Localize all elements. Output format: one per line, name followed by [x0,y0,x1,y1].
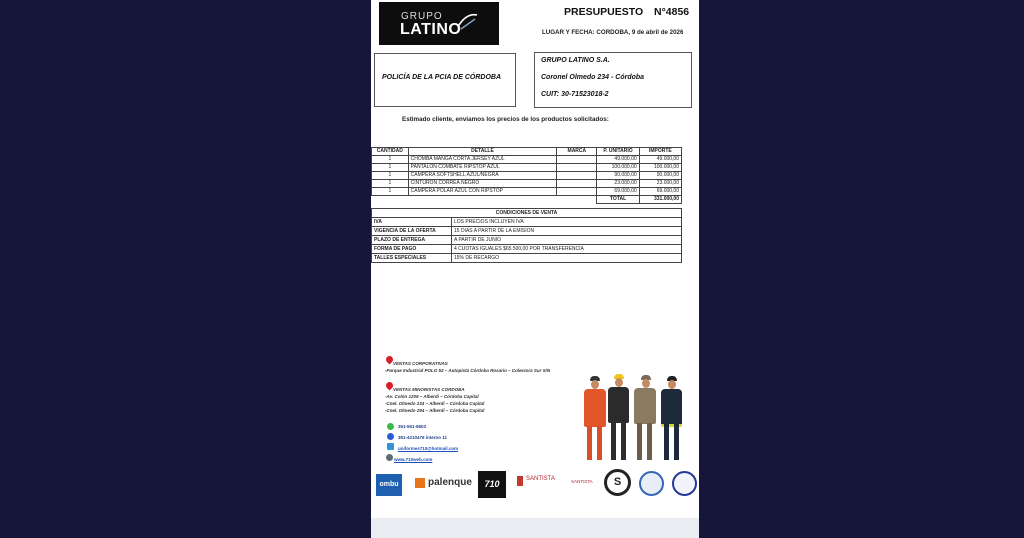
retail-sales-title: VENTAS MINORISTAS CORDOBA [393,387,465,392]
condition-key: IVA [372,218,452,227]
row-detail: CHOMBA MANGA CORTA JERSEY AZUL [408,156,557,164]
row-qty: 1 [372,172,409,180]
globe-icon [386,454,393,461]
document-bottom-edge [371,518,699,538]
table-row [372,245,682,254]
document-number: N°4856 [654,6,690,18]
row-unit-price: 100.000,00 [597,164,639,172]
shield-badge-logo [672,471,697,496]
row-brand [557,188,597,196]
condition-value: LOS PRECIOS INCLUYEN IVA [452,218,682,227]
table-row [372,218,682,227]
row-amount: 23.000,00 [639,180,681,188]
row-detail: CINTURON CORREA NEGRO [408,180,557,188]
row-amount: 100.000,00 [639,164,681,172]
santista-crest-logo: SANTISTA [571,479,593,484]
logo-line-1: GRUPO [401,11,443,22]
conditions-title: CONDICIONES DE VENTA [372,209,682,218]
retail-address: -Av. Colón 1209 – Alberdi – Córdoba Capital [385,394,479,399]
row-qty: 1 [372,188,409,196]
condition-key: TALLES ESPECIALES [372,254,452,263]
palenque-logo: palenque [415,474,471,494]
row-detail: CAMPERA SOFTSHELL AZUL/NEGRA [408,172,557,180]
intro-text: Estimado cliente, enviamos los precios de los productos solicitados: [402,116,609,123]
row-brand [557,172,597,180]
retail-address: -Cnel. Olmedo 294 – Alberdi – Córdoba Capital [385,408,485,413]
condition-value: 15% DE RECARGO [452,254,682,263]
condition-value: A PARTIR DE JUNIO [452,236,682,245]
table-row [372,156,682,164]
row-unit-price: 23.000,00 [597,180,639,188]
company-box [534,52,692,108]
company-name: GRUPO LATINO S.A. [541,57,610,64]
email-link[interactable]: uniformes710@hotmail.com [398,446,459,451]
condition-key: FORMA DE PAGO [372,245,452,254]
condition-value: 4 CUOTAS IGUALES $65.500,00 POR TRANSFERENCIA [452,245,682,254]
palenque-mark-icon [415,478,425,488]
corporate-sales-title: VENTAS CORPORATIVAS [393,361,448,366]
logo-line-2: LATINO [400,21,462,38]
row-brand [557,180,597,188]
row-amount: 90.000,00 [639,172,681,180]
table-row [372,236,682,245]
table-row [372,254,682,263]
710-logo: 710 [478,471,506,498]
ombu-logo: ombu [376,474,402,496]
company-cuit: CUIT: 30-71523018-2 [541,91,609,98]
client-name: POLICÍA DE LA PCIA DE CÓRDOBA [382,74,502,81]
row-qty: 1 [372,156,409,164]
condition-key: PLAZO DE ENTREGA [372,236,452,245]
row-qty: 1 [372,164,409,172]
santista-mark-icon [517,476,523,486]
header-quantity: CANTIDAD [372,148,409,156]
table-row [372,172,682,180]
row-detail: CAMPERA POLAR AZUL CON RIPSTOP [408,188,557,196]
table-row [372,180,682,188]
document-title: PRESUPUESTO [564,6,644,18]
condition-key: VIGENCIA DE LA OFERTA [372,227,452,236]
row-unit-price: 49.000,00 [597,156,639,164]
table-row [372,227,682,236]
table-row [372,188,682,196]
email-icon [387,443,394,450]
website-link[interactable]: www.710web.com [394,457,433,462]
header-detail: DETALLE [408,148,557,156]
row-amount: 69.000,00 [639,188,681,196]
condition-value: 15 DIAS A PARTIR DE LA EMISION [452,227,682,236]
circle-badge-logo [639,471,664,496]
whatsapp-icon [387,423,394,430]
budget-document [371,0,699,518]
logo-swoosh-icon [457,11,479,33]
items-table [371,147,682,204]
row-unit-price: 90.000,00 [597,172,639,180]
row-qty: 1 [372,180,409,188]
header-amount: IMPORTE [639,148,681,156]
row-brand [557,156,597,164]
row-unit-price: 69.000,00 [597,188,639,196]
total-row [372,196,682,204]
grupo-latino-logo [379,2,499,45]
row-detail: PANTALON COMBATE RIPSTOP AZUL [408,164,557,172]
total-label: TOTAL [597,196,639,204]
place-date: LUGAR Y FECHA: CORDOBA, 9 de abril de 2026 [542,29,684,36]
row-amount: 49.000,00 [639,156,681,164]
header-unit-price: P. UNITARIO [597,148,639,156]
whatsapp-number: 351-551-5603 [398,424,427,429]
table-row [372,164,682,172]
phone-icon [387,433,394,440]
retail-address: -Cnel. Olmedo 234 – Alberdi – Córdoba Capital [385,401,485,406]
santista-logo: SANTISTA [517,475,563,491]
corporate-sales-address: -Parque Industrial POLO 52 – Autopista Córdoba Rosario – Colectora Sur S/N [385,368,551,373]
row-brand [557,164,597,172]
client-box [374,53,516,107]
items-header-row [372,148,682,156]
header-brand: MARCA [557,148,597,156]
company-address: Coronel Olmedo 234 - Córdoba [541,74,645,81]
conditions-table [371,208,682,263]
phone-number: 351-4210476 interno 11 [398,435,448,440]
total-value: 331.000,00 [639,196,681,204]
s-brand-logo: S [604,469,631,496]
